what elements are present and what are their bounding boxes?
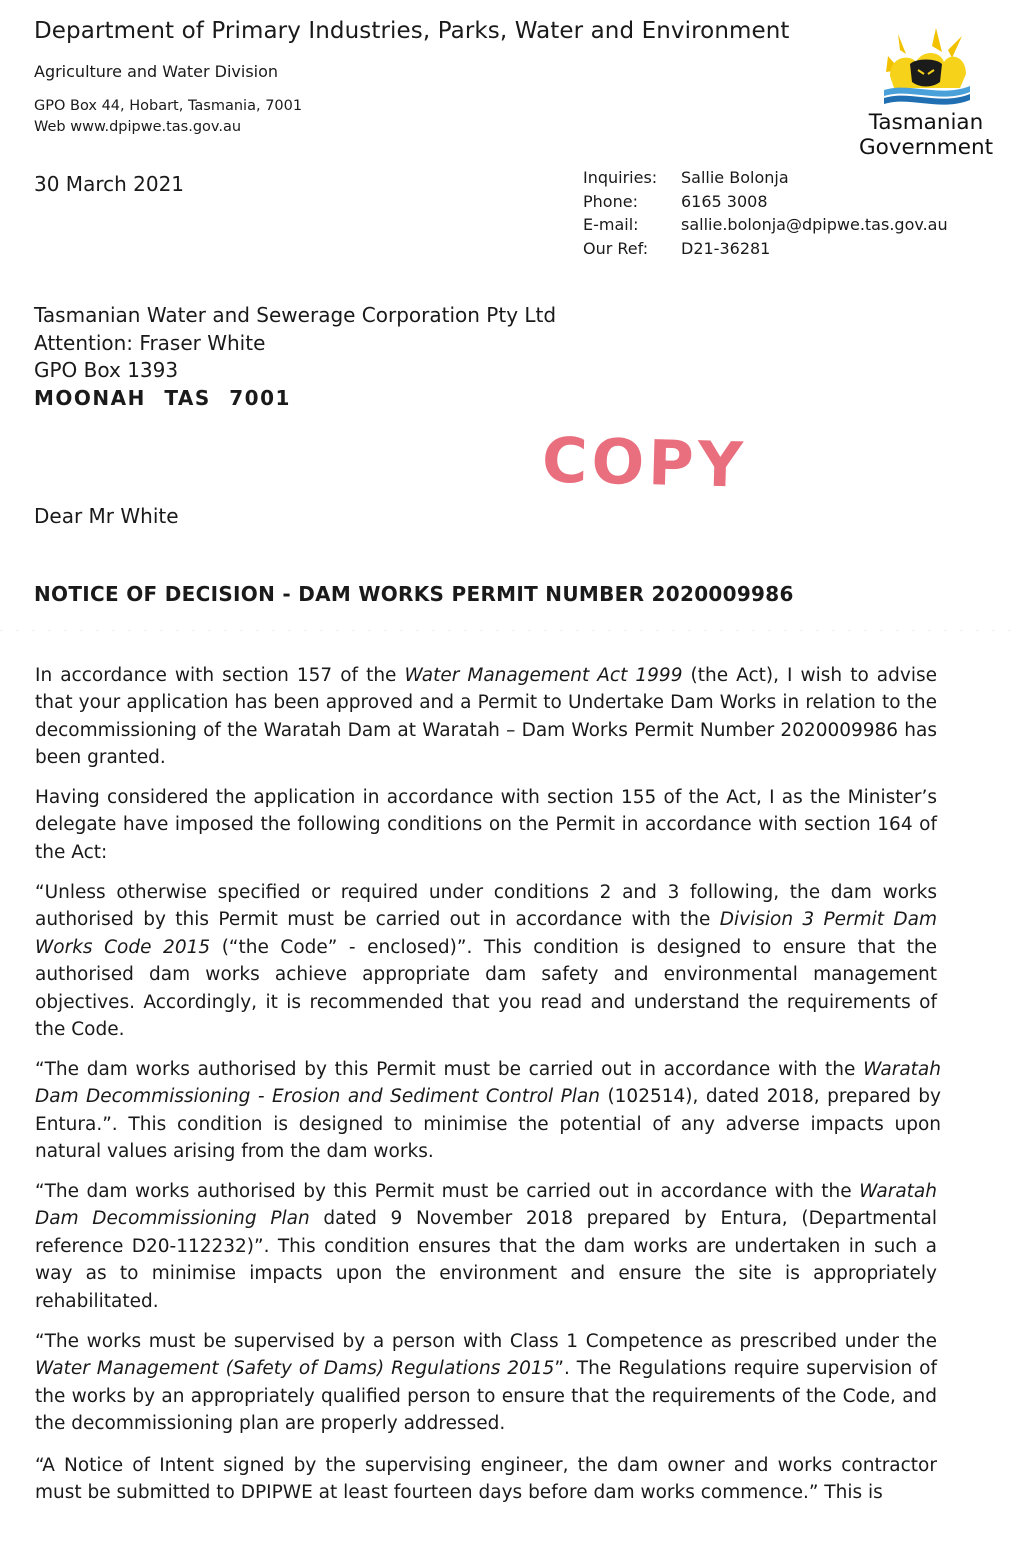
letterhead-address [34,96,302,138]
paragraph-7: “A Notice of Intent signed by the supervising engineer, the dam owner and works contractor must be submitted to DPIPWE at least fourteen days before dam works commence.” This is [35,1455,937,1504]
paragraph-6: “The works must be supervised by a person with Class 1 Competence as prescribed under the Water Management (Safety of Dams) Regulations 2015”. The Regulations require supervision of the works by an appropriately qualified person to ensure that the requirements of the Code, and the decommissioning plan are properly addressed. [35,1331,937,1435]
phone-value: 6165 3008 [681,191,768,211]
postal-address: GPO Box 44, Hobart, Tasmania, 7001 [34,98,303,114]
logo-line-tasmanian: Tasmanian [868,110,984,135]
recipient-locality: MOONAH TAS 7001 [34,385,291,410]
letter-subject: NOTICE OF DECISION - DAM WORKS PERMIT NUMBER 2020009986 [34,582,794,606]
ref-label: Our Ref: [583,238,649,258]
inquiries-value: Sallie Bolonja [681,168,789,187]
paragraph-3: “Unless otherwise specified or required under conditions 2 and 3 following, the dam works authorised by this Permit must be carried out in accordance with the Division 3 Permit Dam Works Code 2015 (“the Code” - enclosed)”. This condition is designed to ensure that the authorised dam works achieve appropriate dam safety and environmental management objectives. Accordingly, it is recommended that you read and understand the requirements of the Code. [35,882,938,1041]
paragraph-1: In accordance with section 157 of the Water Management Act 1999 (the Act), I wish to advise that your application has been approved and a Permit to Undertake Dam Works in relation to the decommissioning of the Waratah Dam at Waratah – Dam Works Permit Number 2020009986 has been granted. [35,665,937,769]
paragraph-2: Having considered the application in accordance with section 155 of the Act, I as the Minister’s delegate have imposed the following conditions on the Permit in accordance with section 164 of the Act: [35,787,937,863]
scan-speckle-divider [0,630,1024,631]
ref-value: D21-36281 [681,238,771,258]
tasmanian-tiger-emblem-icon [880,26,972,110]
phone-label: Phone: [583,191,638,211]
email-value: sallie.bolonja@dpipwe.tas.gov.au [681,215,948,234]
tasmanian-government-logo [846,26,1006,166]
letter-date: 30 March 2021 [34,172,185,196]
recipient-attention: Attention: Fraser White [34,330,266,355]
email-label: E-mail: [583,215,639,234]
inquiries-block [583,166,948,260]
recipient-address [34,302,556,412]
recipient-po-box: GPO Box 1393 [34,358,179,382]
recipient-org: Tasmanian Water and Sewerage Corporation Pty Ltd [34,303,557,327]
division-name: Agriculture and Water Division [34,62,279,81]
web-address: Web www.dpipwe.tas.gov.au [34,119,242,135]
department-name: Department of Primary Industries, Parks, Water and Environment [34,18,790,44]
paragraph-5: “The dam works authorised by this Permit must be carried out in accordance with the Waratah Dam Decommissioning Plan dated 9 November 2018 prepared by Entura, (Departmental reference D20-112232)”. This condition ensures that the dam works are undertaken in such a way as to minimise impacts upon the environment and ensure the site is appropriately rehabilitated. [35,1181,938,1312]
inquiries-label: Inquiries: [583,168,658,187]
paragraph-4: “The dam works authorised by this Permit must be carried out in accordance with the Waratah Dam Decommissioning - Erosion and Sediment Control Plan (102514), dated 2018, prepared by Entura.”. This condition is designed to minimise the potential of any adverse impacts upon natural values arising from the dam works. [35,1059,941,1163]
logo-line-government: Government [858,135,994,160]
copy-stamp: COPY [541,423,748,502]
salutation: Dear Mr White [34,504,179,528]
